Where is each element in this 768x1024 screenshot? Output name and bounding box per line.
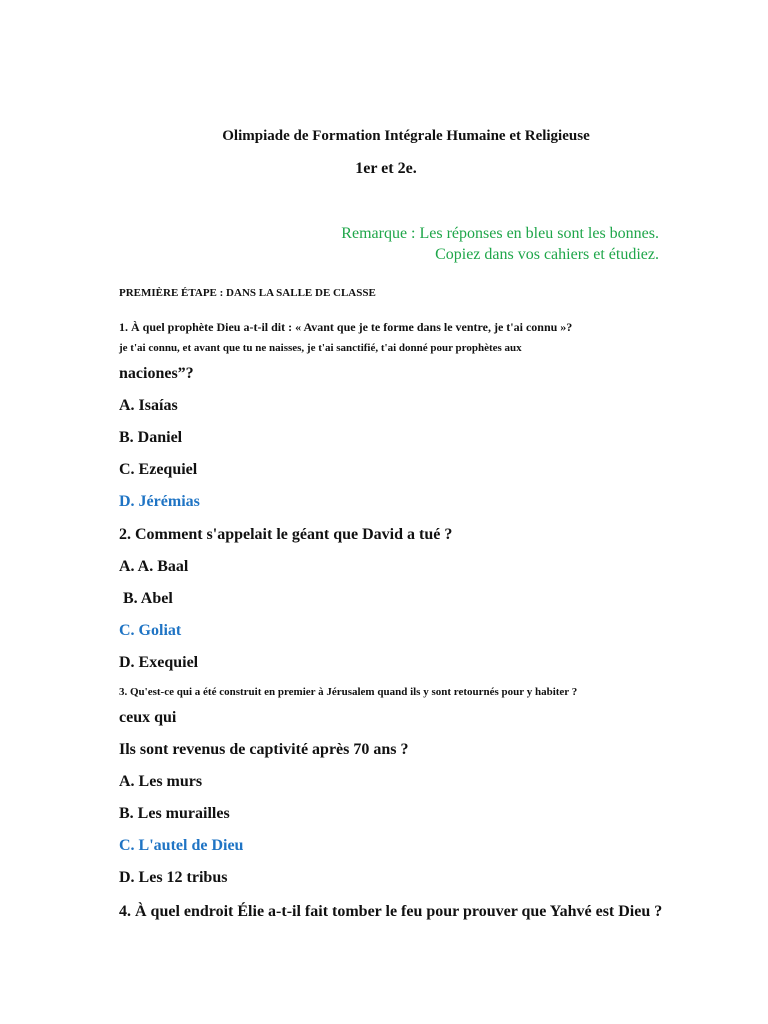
question-3-option-c-correct: C. L'autel de Dieu [119, 837, 244, 854]
question-3-text: 3. Qu'est-ce qui a été construit en premier à Jérusalem quand ils y sont retournés pour y habiter ? [119, 686, 578, 698]
question-2-option-d: D. Exequiel [119, 654, 199, 671]
question-3-option-b: B. Les murailles [119, 805, 230, 822]
stage-heading: PREMIÈRE ÉTAPE : DANS LA SALLE DE CLASSE [119, 287, 376, 299]
question-3-text-continued: ceux qui [119, 709, 177, 726]
question-3-option-a: A. Les murs [119, 773, 203, 790]
question-2-text: 2. Comment s'appelait le géant que David a tué ? [119, 526, 453, 543]
remark-line-1: Remarque : Les réponses en bleu sont les bonnes. [341, 225, 659, 242]
question-1-option-c: C. Ezequiel [119, 461, 198, 478]
document-subtitle: 1er et 2e. [355, 160, 417, 177]
question-3-text-end: Ils sont revenus de captivité après 70 ans ? [119, 741, 409, 758]
question-1-text: 1. À quel prophète Dieu a-t-il dit : « Avant que je te forme dans le ventre, je t'ai connu »? [119, 320, 573, 334]
question-2-option-b: B. Abel [119, 590, 173, 607]
question-1-option-d-correct: D. Jérémias [119, 493, 200, 510]
question-1-option-b: B. Daniel [119, 429, 183, 446]
question-2-option-c-correct: C. Goliat [119, 622, 182, 639]
question-1-text-continued: je t'ai connu, et avant que tu ne naisses, je t'ai sanctifié, t'ai donné pour prophètes aux [119, 342, 522, 354]
question-2-option-a: A. A. Baal [119, 558, 189, 575]
question-4-text: 4. À quel endroit Élie a-t-il fait tomber le feu pour prouver que Yahvé est Dieu ? [119, 903, 663, 920]
question-3-option-d: D. Les 12 tribus [119, 869, 228, 886]
document-title: Olimpiade de Formation Intégrale Humaine et Religieuse [222, 128, 590, 144]
question-1-text-end: naciones”? [119, 365, 194, 382]
question-1-option-a: A. Isaías [119, 397, 178, 414]
remark-line-2: Copiez dans vos cahiers et étudiez. [435, 246, 659, 263]
